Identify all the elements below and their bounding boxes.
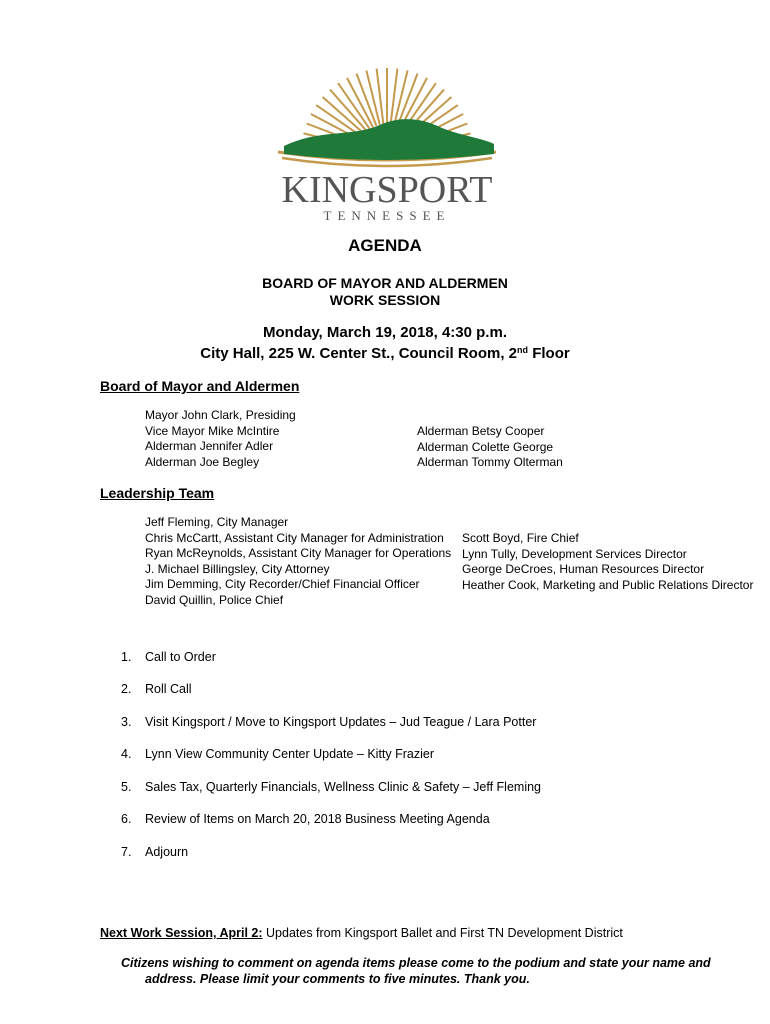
leader: Jim Demming, City Recorder/Chief Financial Officer: [145, 577, 420, 591]
board-section-title: Board of Mayor and Aldermen: [100, 378, 300, 394]
session-heading: WORK SESSION: [329, 292, 441, 308]
agenda-item: 6. Review of Items on March 20, 2018 Business Meeting Agenda: [121, 812, 490, 826]
kingsport-logo: [262, 66, 512, 226]
board-member: Alderman Betsy Cooper: [417, 424, 545, 438]
next-work-session: Next Work Session, April 2: Updates from Kingsport Ballet and First TN Development District: [100, 926, 623, 940]
agenda-item: 2. Roll Call: [121, 682, 192, 696]
meeting-place: City Hall, 225 W. Center St., Council Room, 2nd Floor: [200, 345, 570, 362]
leader: Scott Boyd, Fire Chief: [462, 531, 579, 545]
agenda-item: 3. Visit Kingsport / Move to Kingsport Updates – Jud Teague / Lara Potter: [121, 715, 537, 729]
agenda-item: 7. Adjourn: [121, 845, 189, 859]
leader: Ryan McReynolds, Assistant City Manager for Operations: [145, 546, 452, 560]
leadership-section-title: Leadership Team: [100, 485, 215, 501]
logo-state-text: TENNESSEE: [323, 208, 451, 223]
meeting-date: Monday, March 19, 2018, 4:30 p.m.: [263, 324, 507, 341]
board-member: Vice Mayor Mike McIntire: [145, 423, 280, 438]
citizens-note: Citizens wishing to comment on agenda items please come to the podium and state your name and address. Please limit your comments to five minutes. Thank you.: [121, 956, 711, 986]
leader: Lynn Tully, Development Services Director: [462, 546, 687, 561]
sunburst-mountain-icon: [262, 66, 512, 226]
board-list-right: [417, 424, 563, 471]
agenda-item: 1. Call to Order: [121, 650, 216, 664]
board-member: Alderman Jennifer Adler: [145, 439, 274, 453]
agenda-item: 5. Sales Tax, Quarterly Financials, Wellness Clinic & Safety – Jeff Fleming: [121, 780, 541, 794]
leader: Jeff Fleming, City Manager: [145, 515, 289, 529]
logo-name-text: KINGSPORT: [281, 169, 493, 211]
board-heading: BOARD OF MAYOR AND ALDERMEN: [262, 275, 508, 291]
leader: J. Michael Billingsley, City Attorney: [145, 561, 330, 576]
leader: David Quillin, Police Chief: [145, 592, 284, 607]
leader: Chris McCartt, Assistant City Manager for Administration: [145, 530, 444, 545]
leader: George DeCroes, Human Resources Director: [462, 562, 705, 576]
agenda-title: AGENDA: [348, 236, 422, 255]
board-member: Alderman Joe Begley: [145, 454, 260, 469]
agenda-item: 4. Lynn View Community Center Update – Kitty Frazier: [121, 747, 435, 761]
leadership-list-left: [145, 515, 451, 608]
board-member: Alderman Tommy Olterman: [417, 455, 563, 469]
board-member: Alderman Colette George: [417, 439, 554, 454]
board-member: Mayor John Clark, Presiding: [145, 408, 296, 422]
leader: Heather Cook, Marketing and Public Relations Director: [462, 577, 754, 592]
board-list-left: [145, 408, 296, 470]
leadership-list-right: [462, 531, 753, 593]
